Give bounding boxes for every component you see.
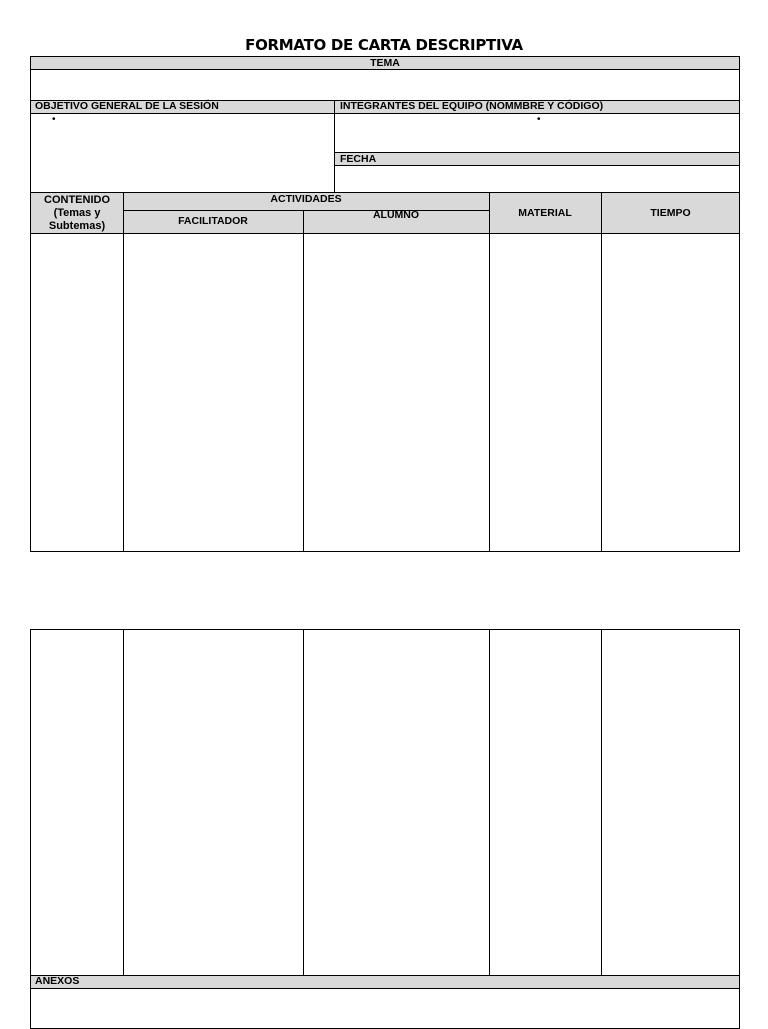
contenido-line2: (Temas y [53,207,101,219]
alumno-cell-2[interactable] [304,630,489,975]
anexos-field[interactable] [31,989,739,1024]
facilitador-cell-2[interactable] [124,630,303,975]
tema-field[interactable] [31,70,739,100]
contenido-cell[interactable] [31,234,123,551]
alumno-header: ALUMNO [372,209,420,221]
contenido-line3: Subtemas) [48,220,106,232]
tiempo-cell[interactable] [602,234,739,551]
anexos-label: ANEXOS [35,975,80,987]
objetivo-bullet: • [52,114,56,125]
objetivo-label: OBJETIVO GENERAL DE LA SESIÓN [35,100,219,112]
fecha-field[interactable] [335,166,739,192]
integrantes-bullet: • [537,114,541,125]
objetivo-field[interactable] [31,114,333,192]
actividades-header: ACTIVIDADES [270,193,342,205]
document-title: FORMATO DE CARTA DESCRIPTIVA [245,36,523,54]
contenido-line1: CONTENIDO [44,194,110,206]
fecha-header-band [335,153,739,165]
integrantes-field[interactable] [335,114,739,151]
contenido-cell-2[interactable] [31,630,123,975]
contenido-header [31,194,123,233]
integrantes-label: INTEGRANTES DEL EQUIPO (NOMMBRE Y CÓDIGO) [340,100,604,112]
material-cell-2[interactable] [490,630,601,975]
tiempo-cell-2[interactable] [602,630,739,975]
material-header: MATERIAL [518,207,572,219]
facilitador-header: FACILITADOR [178,215,248,227]
anexos-header-band [31,976,739,988]
tiempo-header: TIEMPO [650,207,691,219]
tema-label: TEMA [370,57,400,69]
fecha-label: FECHA [340,153,377,165]
alumno-cell[interactable] [304,234,489,551]
facilitador-cell[interactable] [124,234,303,551]
material-cell[interactable] [490,234,601,551]
